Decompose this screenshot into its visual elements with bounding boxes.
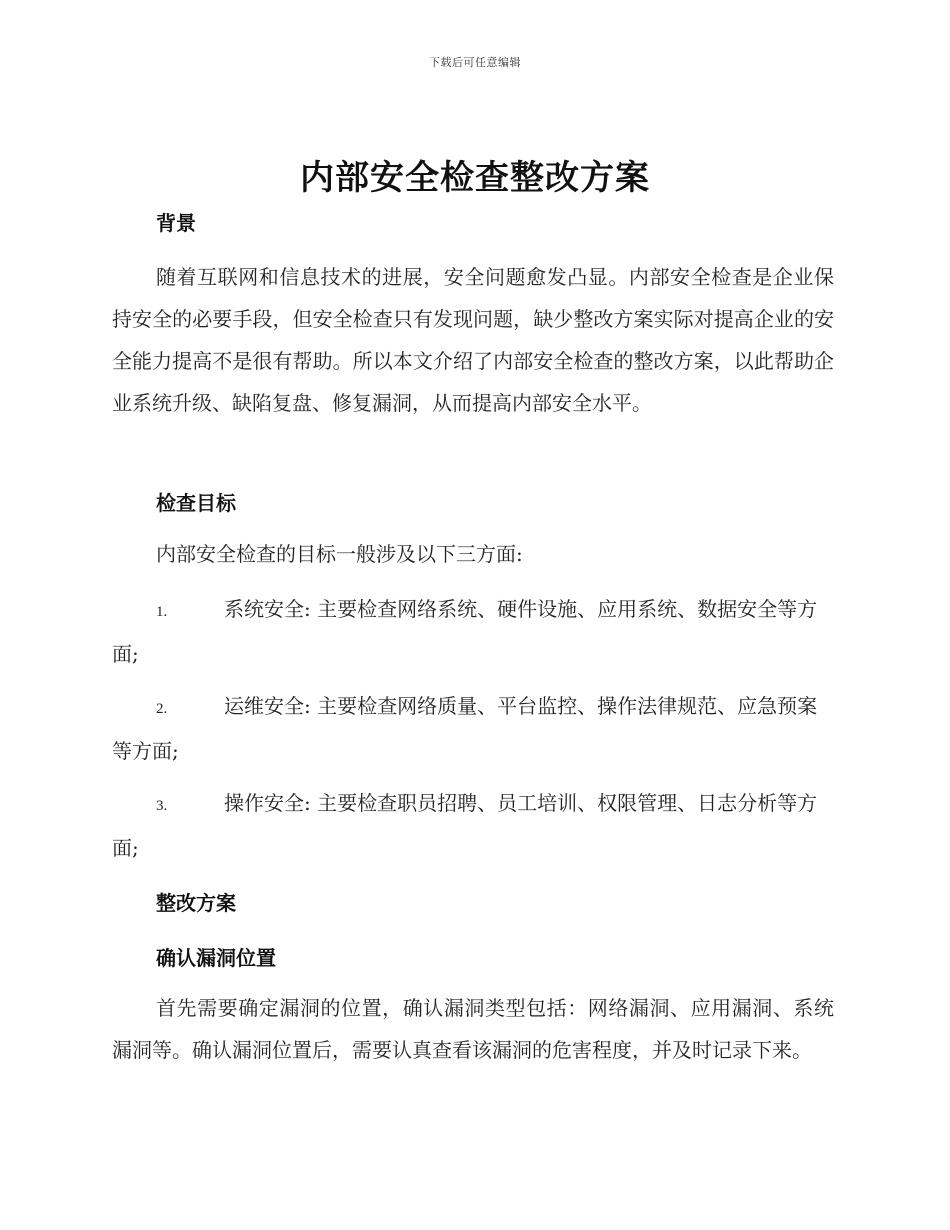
list-item-1 — [112, 588, 834, 675]
header-note: 下载后可任意编辑 — [429, 56, 521, 69]
heading-background: 背景 — [156, 211, 196, 235]
list-number: 3. — [156, 798, 168, 814]
list-item-3 — [112, 782, 834, 869]
subheading-locate-vulnerability: 确认漏洞位置 — [156, 946, 276, 970]
list-item-2 — [112, 685, 834, 772]
list-text: 系统安全: 主要检查网络系统、硬件设施、应用系统、数据安全等方面; — [112, 597, 818, 666]
heading-plan: 整改方案 — [156, 891, 236, 915]
paragraph-background: 随着互联网和信息技术的进展，安全问题愈发凸显。内部安全检查是企业保持安全的必要手段，但安全检查只有发现问题，缺少整改方案实际对提高企业的安全能力提高不是很有帮助。所以本文介绍了内部安全检查的整改方案，以此帮助企业系统升级、缺陷复盘、修复漏洞，从而提高内部安全水平。 — [112, 265, 834, 415]
paragraph-goals-intro: 内部安全检查的目标一般涉及以下三方面: — [156, 542, 523, 566]
list-text: 运维安全: 主要检查网络质量、平台监控、操作法律规范、应急预案等方面; — [112, 694, 818, 763]
list-text: 操作安全: 主要检查职员招聘、员工培训、权限管理、日志分析等方面; — [112, 791, 818, 860]
list-number: 2. — [156, 701, 168, 717]
document-title: 内部安全检查整改方案 — [300, 158, 650, 198]
paragraph-locate-vulnerability: 首先需要确定漏洞的位置，确认漏洞类型包括：网络漏洞、应用漏洞、系统漏洞等。确认漏洞位置后，需要认真查看该漏洞的危害程度，并及时记录下来。 — [112, 996, 834, 1062]
heading-goals: 检查目标 — [156, 491, 236, 515]
list-number: 1. — [156, 604, 168, 620]
